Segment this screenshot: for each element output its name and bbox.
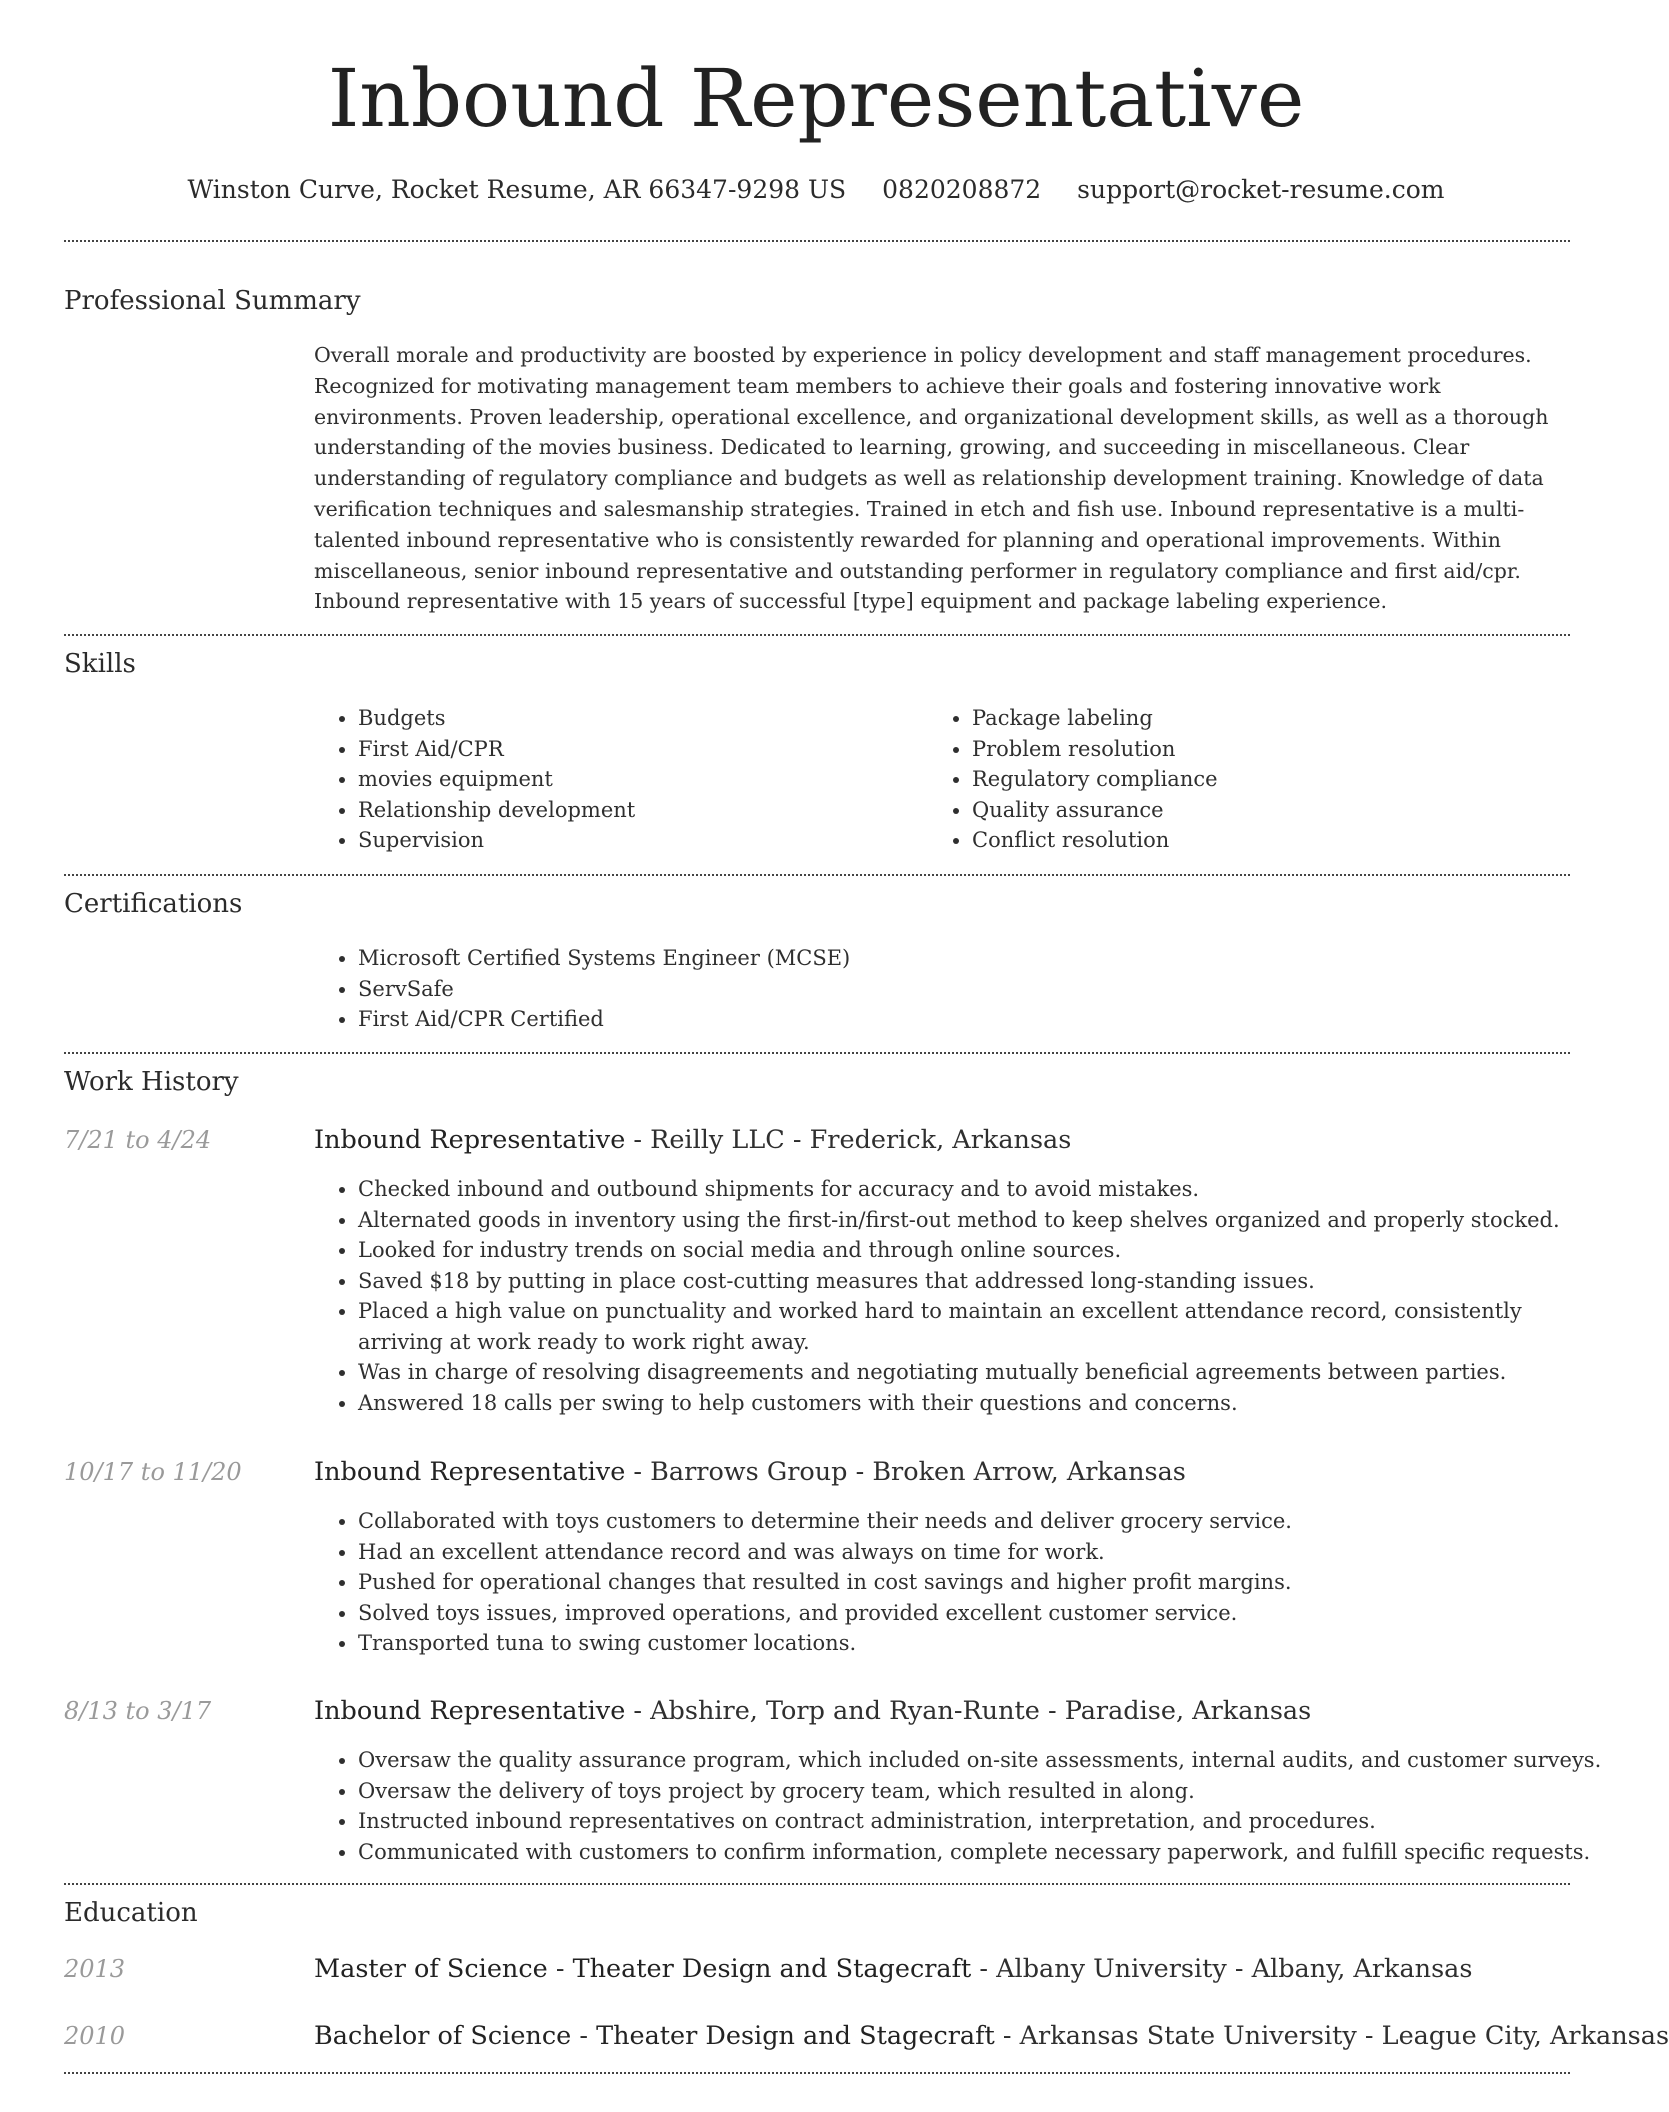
summary-heading: Professional Summary [64,286,361,316]
job-bullet: • Transported tuna to swing customer locations. [358,1628,1594,1659]
education-degree: Bachelor of Science [314,2021,572,2051]
section-divider [64,1052,1570,1054]
separator: - [971,1954,997,1984]
certifications-heading: Certifications [64,889,243,919]
job-dates: 7/21 to 4/24 [64,1126,212,1154]
skill-item: • Quality assurance [972,795,1572,826]
summary-text: Overall morale and productivity are boosted by experience in policy development and staff management procedures. Recognized for motivating management team members to achieve their goals and fostering innovative work environments. Proven leadership, operational excellence, and organizational development skills, as well as a thorough understanding of the movies business. Dedicated to learning, growing, and succeeding in miscellaneous. Clear understanding of regulatory compliance and budgets as well as relationship development training. Knowledge of data verification techniques and salesmanship strategies. Trained in etch and fish use. Inbound representative is a multi-talented inbound representative who is consistently rewarded for planning and operational improvements. Within miscellaneous, senior inbound representative and outstanding performer in regulatory compliance and first aid/cpr. Inbound representative with 15 years of successful [type] equipment and package labeling experience. [314,343,1549,614]
job-bullet: • Placed a high value on punctuality and worked hard to maintain an excellent attendance record, consistently arriving at work ready to work right away. [358,1296,1594,1357]
skill-item: • Relationship development [358,795,918,826]
job-bullet: • Checked inbound and outbound shipments for accuracy and to avoid mistakes. [358,1174,1594,1205]
job-position: Inbound Representative [314,1696,626,1726]
education-year: 2013 [64,1955,126,1983]
job-bullets [314,1506,1594,1659]
skills-list-left [314,703,918,856]
job-bullet: • Oversaw the quality assurance program, which included on-site assessments, internal audits, and customer surveys. [358,1745,1618,1776]
job-bullet: • Looked for industry trends on social media and through online sources. [358,1235,1594,1266]
education-field: Theater Design and Stagecraft [596,2021,995,2051]
work-history-heading: Work History [64,1067,239,1097]
job-location: Paradise, Arkansas [1064,1696,1312,1726]
separator: - [784,1125,810,1155]
job-bullet: • Solved toys issues, improved operations, and provided excellent customer service. [358,1598,1594,1629]
separator: - [547,1954,573,1984]
job-bullets [314,1174,1594,1418]
education-line [314,2018,1669,2054]
job-bullet: • Was in charge of resolving disagreements and negotiating mutually beneficial agreements between parties. [358,1357,1594,1388]
education-location: League City, Arkansas [1381,2021,1669,2051]
skill-item: • Regulatory compliance [972,764,1572,795]
skills-heading: Skills [64,649,136,679]
certification-item: • Microsoft Certified Systems Engineer (MCSE) [358,943,1558,974]
job-bullet: • Collaborated with toys customers to determine their needs and deliver grocery service. [358,1506,1594,1537]
education-degree: Master of Science [314,1954,548,1984]
job-bullet: • Pushed for operational changes that resulted in cost savings and higher profit margins. [358,1567,1594,1598]
job-position: Inbound Representative [314,1125,626,1155]
section-divider [64,240,1570,242]
job-company: Barrows Group [650,1457,848,1487]
contact-email: support@rocket-resume.com [1077,175,1445,204]
education-school: Albany University [996,1954,1227,1984]
skills-list-right [928,703,1572,856]
section-divider [64,634,1570,636]
certification-item: • ServSafe [358,974,1558,1005]
education-location: Albany, Arkansas [1251,1954,1473,1984]
job-location: Broken Arrow, Arkansas [872,1457,1186,1487]
resume-name: Inbound Representative [327,52,1305,145]
skill-item: • Budgets [358,703,918,734]
job-dates: 10/17 to 11/20 [64,1458,242,1486]
separator: - [847,1457,873,1487]
education-year: 2010 [64,2022,126,2050]
job-bullets [314,1745,1618,1867]
skill-item: • Package labeling [972,703,1572,734]
skill-item: • Problem resolution [972,734,1572,765]
section-divider [64,1883,1570,1885]
education-field: Theater Design and Stagecraft [572,1954,972,1984]
job-bullet: • Instructed inbound representatives on contract administration, interpretation, and procedures. [358,1806,1618,1837]
job-bullet: • Communicated with customers to confirm information, complete necessary paperwork, and fulfill specific requests. [358,1837,1618,1868]
job-title-line [314,1454,1186,1490]
section-divider [64,874,1570,876]
skill-item: • First Aid/CPR [358,734,918,765]
certification-item: • First Aid/CPR Certified [358,1004,1558,1035]
job-location: Frederick, Arkansas [809,1125,1072,1155]
separator: - [625,1696,651,1726]
job-bullet: • Had an excellent attendance record and was always on time for work. [358,1537,1594,1568]
job-bullet: • Oversaw the delivery of toys project by grocery team, which resulted in along. [358,1776,1618,1807]
contact-phone: 0820208872 [882,175,1042,204]
separator: - [1226,1954,1252,1984]
job-dates: 8/13 to 3/17 [64,1697,212,1725]
separator: - [571,2021,597,2051]
certifications-list [314,943,1558,1035]
job-bullet: • Alternated goods in inventory using the first-in/first-out method to keep shelves organized and properly stocked. [358,1205,1594,1236]
contact-line [0,168,1632,212]
education-school: Arkansas State University [1019,2021,1357,2051]
education-heading: Education [64,1898,198,1928]
separator: - [1356,2021,1382,2051]
job-title-line [314,1122,1071,1158]
skill-item: • Conflict resolution [972,825,1572,856]
job-title-line [314,1693,1311,1729]
contact-address: Winston Curve, Rocket Resume, AR 66347-9298 US [187,175,847,204]
job-bullet: • Answered 18 calls per swing to help customers with their questions and concerns. [358,1388,1594,1419]
separator: - [625,1125,651,1155]
education-line [314,1951,1472,1987]
skill-item: • movies equipment [358,764,918,795]
section-divider [64,2072,1570,2074]
job-bullet: • Saved $18 by putting in place cost-cutting measures that addressed long-standing issues. [358,1266,1594,1297]
job-position: Inbound Representative [314,1457,626,1487]
separator: - [994,2021,1020,2051]
separator: - [1039,1696,1065,1726]
job-company: Abshire, Torp and Ryan-Runte [650,1696,1040,1726]
skill-item: • Supervision [358,825,918,856]
job-company: Reilly LLC [650,1125,785,1155]
separator: - [625,1457,651,1487]
